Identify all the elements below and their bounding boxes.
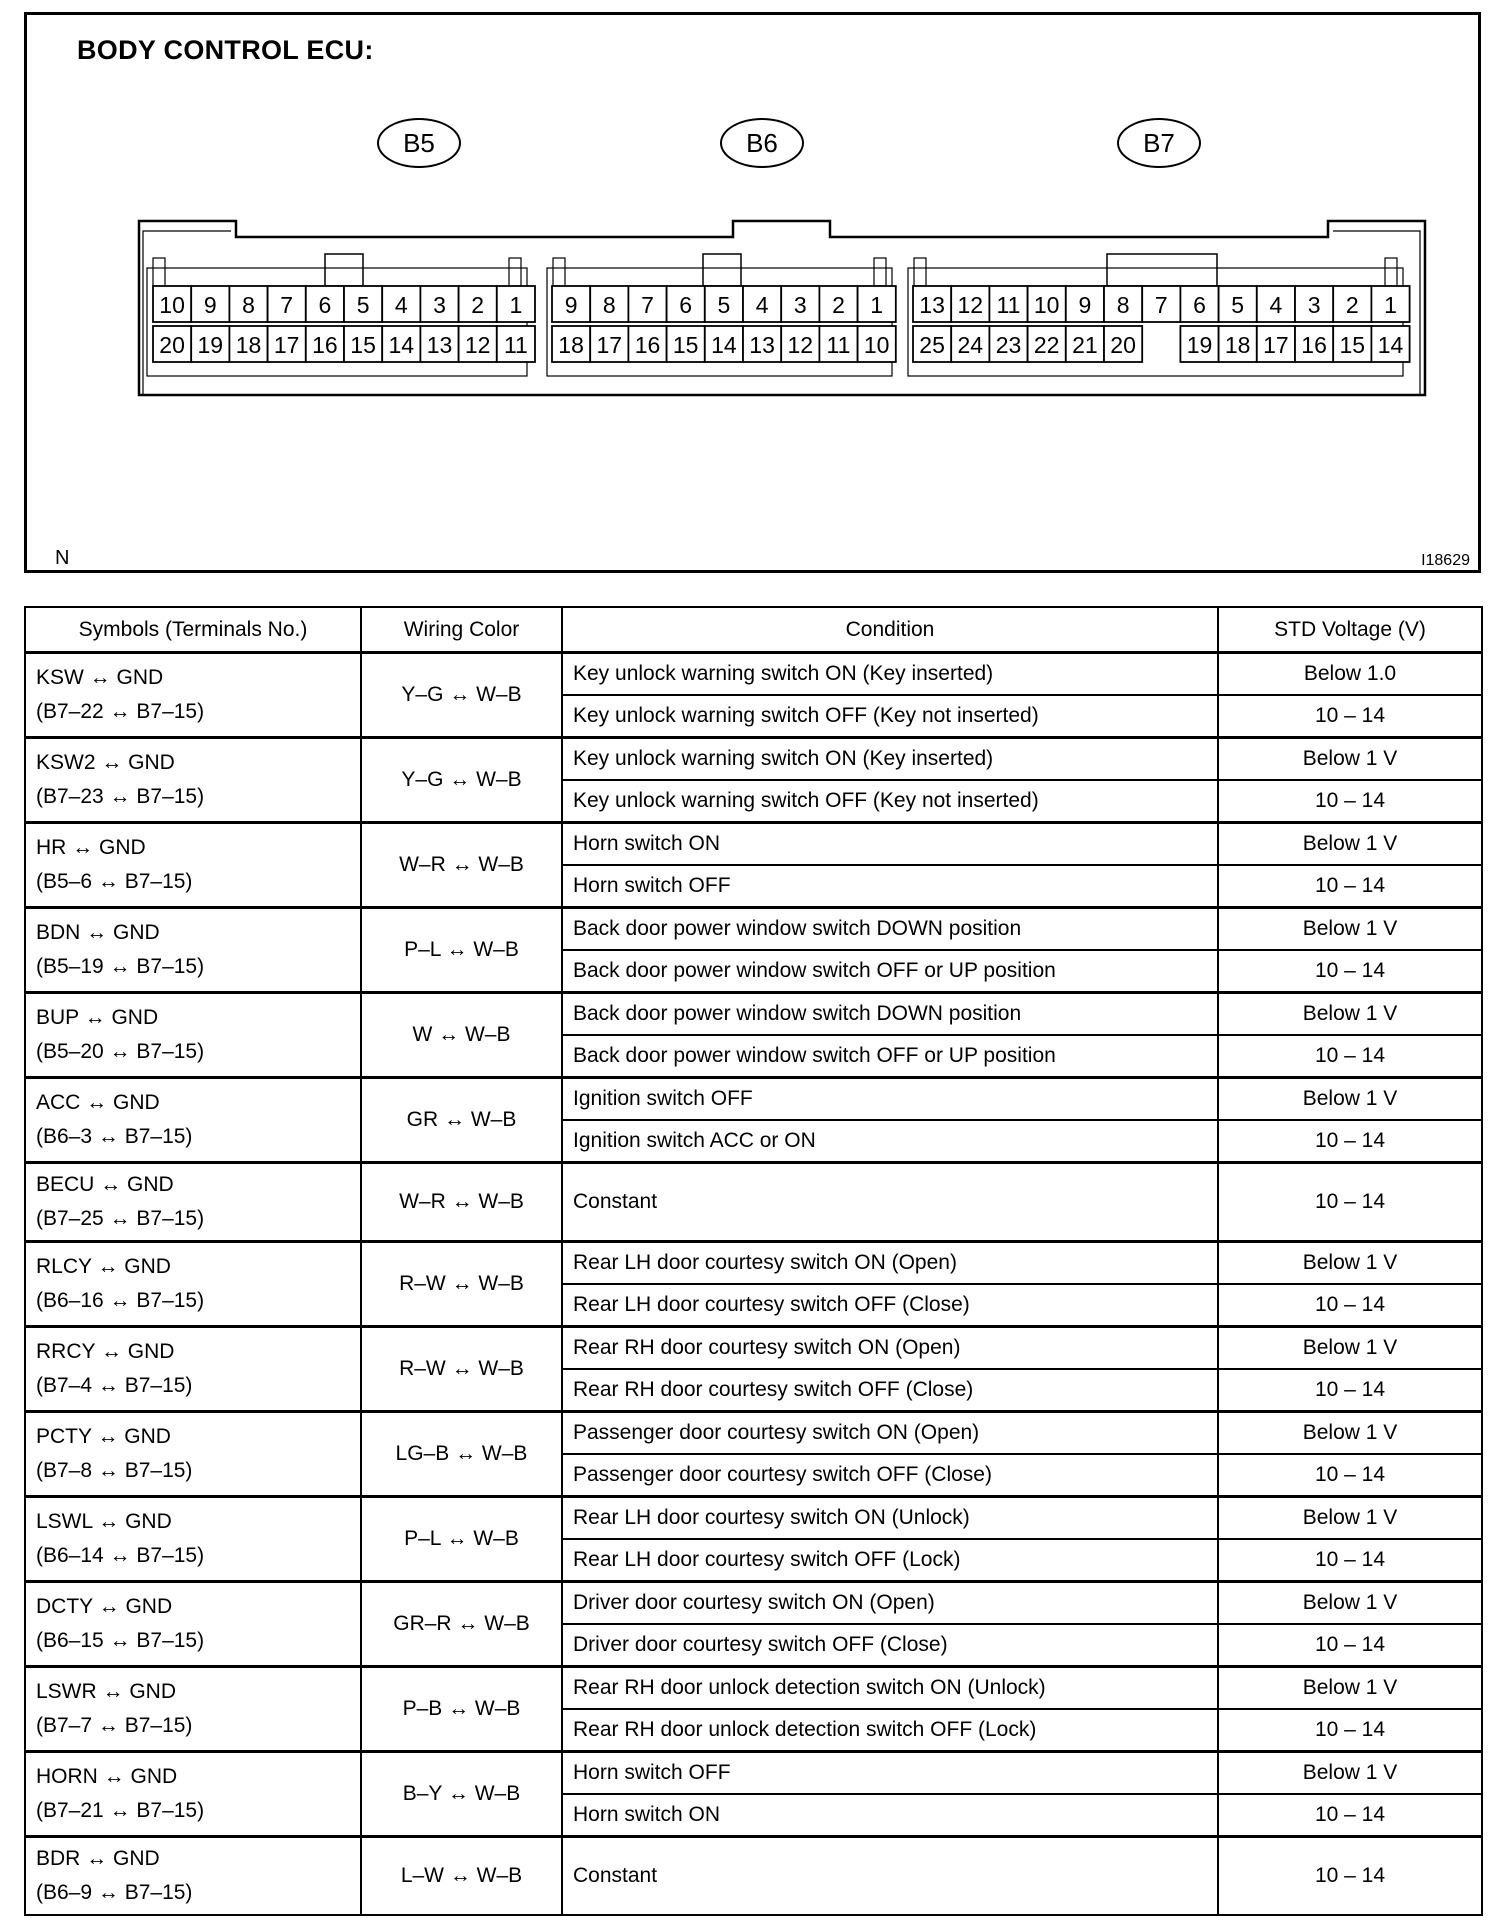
connector-b7-face bbox=[908, 254, 1410, 376]
std-voltage-cell: 10 – 14 bbox=[1218, 780, 1482, 823]
table-row bbox=[25, 1242, 1482, 1285]
terminal-number: 8 bbox=[602, 292, 616, 318]
condition-cell: Rear LH door courtesy switch OFF (Lock) bbox=[562, 1539, 1218, 1582]
terminal-number: 15 bbox=[672, 332, 699, 358]
terminal-number: 5 bbox=[1231, 292, 1245, 318]
terminal-number: 20 bbox=[1110, 332, 1136, 358]
terminal-number: 19 bbox=[1186, 332, 1213, 358]
symbol-name: RRCY ↔ GND bbox=[36, 1340, 175, 1363]
terminal-number: 7 bbox=[280, 292, 294, 318]
table-row bbox=[25, 653, 1482, 696]
terminal-number: 23 bbox=[995, 332, 1022, 358]
table-row bbox=[25, 1837, 1482, 1916]
std-voltage-cell: 10 – 14 bbox=[1218, 695, 1482, 738]
symbol-cell bbox=[25, 1327, 361, 1412]
std-voltage-cell: 10 – 14 bbox=[1218, 1120, 1482, 1163]
std-voltage-cell: 10 – 14 bbox=[1218, 1794, 1482, 1837]
std-voltage-cell: 10 – 14 bbox=[1218, 1624, 1482, 1667]
terminal-number: 3 bbox=[1307, 292, 1321, 318]
symbol-cell bbox=[25, 1752, 361, 1837]
table-row bbox=[25, 1667, 1482, 1710]
table-body bbox=[25, 653, 1482, 1916]
std-voltage-cell: Below 1 V bbox=[1218, 1667, 1482, 1710]
terminal-number: 1 bbox=[870, 292, 884, 318]
connector-latch bbox=[874, 258, 886, 286]
terminal-number: 18 bbox=[235, 332, 262, 358]
symbol-name: BDN ↔ GND bbox=[36, 921, 160, 944]
std-voltage-cell: 10 – 14 bbox=[1218, 1163, 1482, 1242]
condition-cell: Passenger door courtesy switch ON (Open) bbox=[562, 1412, 1218, 1455]
symbol-cell bbox=[25, 1163, 361, 1242]
terminal-number: 16 bbox=[312, 332, 338, 358]
terminal-numbers: (B5–6 ↔ B7–15) bbox=[36, 870, 193, 893]
wiring-color-cell: B–Y ↔ W–B bbox=[361, 1752, 562, 1837]
wiring-color-cell: R–W ↔ W–B bbox=[361, 1242, 562, 1327]
terminal-number: 11 bbox=[996, 292, 1021, 318]
terminal-number: 3 bbox=[793, 292, 807, 318]
std-voltage-cell: Below 1 V bbox=[1218, 1242, 1482, 1285]
condition-cell: Passenger door courtesy switch OFF (Close) bbox=[562, 1454, 1218, 1497]
terminal-number: 6 bbox=[318, 292, 332, 318]
symbol-name: KSW ↔ GND bbox=[36, 666, 164, 689]
terminal-number: 15 bbox=[1339, 332, 1366, 358]
header-std-voltage: STD Voltage (V) bbox=[1218, 607, 1482, 653]
connector-label-b7: B7 bbox=[1117, 118, 1201, 168]
terminal-number: 3 bbox=[433, 292, 446, 318]
terminal-number: 17 bbox=[1263, 332, 1289, 358]
std-voltage-cell: Below 1 V bbox=[1218, 738, 1482, 781]
corner-mark: N bbox=[55, 547, 70, 569]
std-voltage-cell: 10 – 14 bbox=[1218, 1454, 1482, 1497]
table-row bbox=[25, 1163, 1482, 1242]
std-voltage-cell: Below 1 V bbox=[1218, 993, 1482, 1036]
table-row bbox=[25, 1412, 1482, 1455]
std-voltage-cell: Below 1 V bbox=[1218, 1078, 1482, 1121]
terminal-number: 16 bbox=[1301, 332, 1327, 358]
symbol-cell bbox=[25, 738, 361, 823]
symbol-name: BUP ↔ GND bbox=[36, 1006, 159, 1029]
terminal-number: 15 bbox=[350, 332, 376, 358]
condition-cell: Key unlock warning switch ON (Key inserted) bbox=[562, 653, 1218, 696]
terminal-number: 9 bbox=[1078, 292, 1092, 318]
connector-latch bbox=[153, 258, 165, 286]
condition-cell: Horn switch ON bbox=[562, 1794, 1218, 1837]
symbol-cell bbox=[25, 1412, 361, 1497]
header-symbols: Symbols (Terminals No.) bbox=[25, 607, 361, 653]
symbol-name: LSWL ↔ GND bbox=[36, 1510, 172, 1533]
terminal-number: 13 bbox=[919, 292, 945, 318]
std-voltage-cell: Below 1.0 bbox=[1218, 653, 1482, 696]
table-header-row bbox=[25, 607, 1482, 653]
symbol-cell bbox=[25, 653, 361, 738]
condition-cell: Rear LH door courtesy switch ON (Open) bbox=[562, 1242, 1218, 1285]
table-row bbox=[25, 1582, 1482, 1625]
wiring-color-cell: Y–G ↔ W–B bbox=[361, 653, 562, 738]
connector-b5-face bbox=[147, 254, 535, 376]
table-row bbox=[25, 1327, 1482, 1370]
connector-key bbox=[325, 254, 363, 286]
terminal-number: 10 bbox=[1033, 292, 1060, 318]
wiring-color-cell: GR ↔ W–B bbox=[361, 1078, 562, 1163]
std-voltage-cell: 10 – 14 bbox=[1218, 1539, 1482, 1582]
terminal-numbers: (B6–16 ↔ B7–15) bbox=[36, 1289, 205, 1312]
connector-latch bbox=[509, 258, 521, 286]
header-condition: Condition bbox=[562, 607, 1218, 653]
terminal-number: 9 bbox=[564, 292, 578, 318]
voltage-spec-table bbox=[24, 606, 1483, 1916]
symbol-cell bbox=[25, 1582, 361, 1667]
symbol-name: PCTY ↔ GND bbox=[36, 1425, 171, 1448]
terminal-numbers: (B6–3 ↔ B7–15) bbox=[36, 1125, 193, 1148]
wiring-color-cell: Y–G ↔ W–B bbox=[361, 738, 562, 823]
condition-cell: Rear RH door unlock detection switch OFF (Lock) bbox=[562, 1709, 1218, 1752]
std-voltage-cell: Below 1 V bbox=[1218, 1497, 1482, 1540]
terminal-number: 11 bbox=[503, 332, 528, 358]
condition-cell: Key unlock warning switch ON (Key inserted) bbox=[562, 738, 1218, 781]
ecu-connector-housing bbox=[137, 219, 1427, 399]
symbol-name: ACC ↔ GND bbox=[36, 1091, 160, 1114]
table-row bbox=[25, 1752, 1482, 1795]
terminal-number: 8 bbox=[1116, 292, 1130, 318]
terminal-number: 20 bbox=[159, 332, 185, 358]
symbol-name: KSW2 ↔ GND bbox=[36, 751, 175, 774]
table-row bbox=[25, 823, 1482, 866]
connector-b6-face bbox=[547, 254, 896, 376]
std-voltage-cell: 10 – 14 bbox=[1218, 1035, 1482, 1078]
symbol-name: RLCY ↔ GND bbox=[36, 1255, 171, 1278]
terminal-number: 13 bbox=[749, 332, 775, 358]
terminal-number: 14 bbox=[1377, 332, 1404, 358]
wiring-color-cell: R–W ↔ W–B bbox=[361, 1327, 562, 1412]
terminal-number: 1 bbox=[1384, 292, 1397, 318]
wiring-color-cell: L–W ↔ W–B bbox=[361, 1837, 562, 1916]
connector-housing-drawing bbox=[137, 219, 1427, 399]
terminal-number: 14 bbox=[711, 332, 737, 358]
symbol-cell bbox=[25, 1242, 361, 1327]
symbol-cell bbox=[25, 823, 361, 908]
symbol-name: LSWR ↔ GND bbox=[36, 1680, 177, 1703]
symbol-cell bbox=[25, 908, 361, 993]
condition-cell: Back door power window switch DOWN position bbox=[562, 908, 1218, 951]
condition-cell: Back door power window switch OFF or UP position bbox=[562, 1035, 1218, 1078]
terminal-number: 12 bbox=[464, 332, 491, 358]
diagram-title: BODY CONTROL ECU: bbox=[77, 35, 374, 65]
terminal-number: 22 bbox=[1033, 332, 1060, 358]
condition-cell: Key unlock warning switch OFF (Key not inserted) bbox=[562, 780, 1218, 823]
terminal-numbers: (B5–19 ↔ B7–15) bbox=[36, 955, 205, 978]
symbol-name: HR ↔ GND bbox=[36, 836, 146, 859]
symbol-name: BECU ↔ GND bbox=[36, 1173, 174, 1196]
std-voltage-cell: Below 1 V bbox=[1218, 1752, 1482, 1795]
terminal-number: 4 bbox=[394, 292, 408, 318]
terminal-numbers: (B7–21 ↔ B7–15) bbox=[36, 1799, 205, 1822]
condition-cell: Horn switch OFF bbox=[562, 865, 1218, 908]
terminal-number: 12 bbox=[787, 332, 814, 358]
condition-cell: Rear RH door courtesy switch OFF (Close) bbox=[562, 1369, 1218, 1412]
connector-key bbox=[1107, 254, 1217, 286]
connector-latch bbox=[553, 258, 565, 286]
wiring-color-cell: W–R ↔ W–B bbox=[361, 823, 562, 908]
terminal-number: 16 bbox=[634, 332, 661, 358]
condition-cell: Ignition switch ACC or ON bbox=[562, 1120, 1218, 1163]
table-row bbox=[25, 908, 1482, 951]
terminal-numbers: (B7–23 ↔ B7–15) bbox=[36, 785, 205, 808]
terminal-number: 5 bbox=[717, 292, 731, 318]
std-voltage-cell: 10 – 14 bbox=[1218, 1284, 1482, 1327]
symbol-cell bbox=[25, 1497, 361, 1582]
condition-cell: Driver door courtesy switch OFF (Close) bbox=[562, 1624, 1218, 1667]
symbol-cell bbox=[25, 993, 361, 1078]
std-voltage-cell: Below 1 V bbox=[1218, 1412, 1482, 1455]
table-row bbox=[25, 993, 1482, 1036]
wiring-color-cell: GR–R ↔ W–B bbox=[361, 1582, 562, 1667]
terminal-number: 10 bbox=[159, 292, 185, 318]
terminal-number: 11 bbox=[826, 332, 851, 358]
connector-latch bbox=[914, 258, 926, 286]
connector-key bbox=[703, 254, 741, 286]
terminal-numbers: (B7–25 ↔ B7–15) bbox=[36, 1207, 205, 1230]
terminal-number: 2 bbox=[832, 292, 845, 318]
terminal-number: 18 bbox=[558, 332, 584, 358]
condition-cell: Horn switch OFF bbox=[562, 1752, 1218, 1795]
terminal-number: 10 bbox=[863, 332, 890, 358]
symbol-cell bbox=[25, 1667, 361, 1752]
condition-cell: Rear LH door courtesy switch OFF (Close) bbox=[562, 1284, 1218, 1327]
terminal-number: 12 bbox=[957, 292, 984, 318]
terminal-number: 5 bbox=[356, 292, 370, 318]
wiring-color-cell: P–L ↔ W–B bbox=[361, 908, 562, 993]
std-voltage-cell: Below 1 V bbox=[1218, 908, 1482, 951]
terminal-number: 7 bbox=[1154, 292, 1168, 318]
condition-cell: Ignition switch OFF bbox=[562, 1078, 1218, 1121]
terminal-number: 13 bbox=[426, 332, 453, 358]
std-voltage-cell: Below 1 V bbox=[1218, 823, 1482, 866]
connector-diagram bbox=[24, 12, 1481, 573]
terminal-numbers: (B5–20 ↔ B7–15) bbox=[36, 1040, 205, 1063]
std-voltage-cell: Below 1 V bbox=[1218, 1327, 1482, 1370]
terminal-number: 17 bbox=[596, 332, 623, 358]
std-voltage-cell: 10 – 14 bbox=[1218, 1369, 1482, 1412]
std-voltage-cell: Below 1 V bbox=[1218, 1582, 1482, 1625]
symbol-name: HORN ↔ GND bbox=[36, 1765, 178, 1788]
std-voltage-cell: 10 – 14 bbox=[1218, 950, 1482, 993]
terminal-number: 19 bbox=[197, 332, 224, 358]
terminal-number: 4 bbox=[1269, 292, 1283, 318]
terminal-number: 18 bbox=[1224, 332, 1251, 358]
terminal-number: 14 bbox=[388, 332, 415, 358]
std-voltage-cell: 10 – 14 bbox=[1218, 1709, 1482, 1752]
connector-latch bbox=[1385, 258, 1397, 286]
terminal-numbers: (B6–9 ↔ B7–15) bbox=[36, 1881, 193, 1904]
terminal-number: 1 bbox=[509, 292, 523, 318]
terminal-numbers: (B6–15 ↔ B7–15) bbox=[36, 1629, 205, 1652]
condition-cell: Rear RH door unlock detection switch ON (Unlock) bbox=[562, 1667, 1218, 1710]
terminal-number: 6 bbox=[679, 292, 693, 318]
condition-cell: Horn switch ON bbox=[562, 823, 1218, 866]
wiring-color-cell: W ↔ W–B bbox=[361, 993, 562, 1078]
connector-label-b5: B5 bbox=[377, 118, 461, 168]
symbol-name: DCTY ↔ GND bbox=[36, 1595, 173, 1618]
wiring-color-cell: LG–B ↔ W–B bbox=[361, 1412, 562, 1497]
terminal-numbers: (B7–4 ↔ B7–15) bbox=[36, 1374, 193, 1397]
condition-cell: Key unlock warning switch OFF (Key not inserted) bbox=[562, 695, 1218, 738]
wiring-color-cell: W–R ↔ W–B bbox=[361, 1163, 562, 1242]
terminal-number: 2 bbox=[1345, 292, 1359, 318]
terminal-number: 4 bbox=[755, 292, 769, 318]
terminal-numbers: (B7–7 ↔ B7–15) bbox=[36, 1714, 193, 1737]
terminal-number: 2 bbox=[471, 292, 485, 318]
header-wiring-color: Wiring Color bbox=[361, 607, 562, 653]
wiring-color-cell: P–B ↔ W–B bbox=[361, 1667, 562, 1752]
terminal-number: 25 bbox=[919, 332, 945, 358]
terminal-numbers: (B6–14 ↔ B7–15) bbox=[36, 1544, 205, 1567]
condition-cell: Constant bbox=[562, 1837, 1218, 1916]
connector-label-b6: B6 bbox=[720, 118, 804, 168]
std-voltage-cell: 10 – 14 bbox=[1218, 865, 1482, 908]
terminal-number: 21 bbox=[1072, 332, 1098, 358]
terminal-number: 6 bbox=[1193, 292, 1206, 318]
terminal-number: 7 bbox=[641, 292, 654, 318]
symbol-cell bbox=[25, 1078, 361, 1163]
figure-id: I18629 bbox=[1421, 552, 1470, 569]
terminal-numbers: (B7–22 ↔ B7–15) bbox=[36, 700, 205, 723]
table-row bbox=[25, 738, 1482, 781]
terminal-numbers: (B7–8 ↔ B7–15) bbox=[36, 1459, 193, 1482]
condition-cell: Back door power window switch OFF or UP position bbox=[562, 950, 1218, 993]
terminal-number: 9 bbox=[203, 292, 217, 318]
std-voltage-cell: 10 – 14 bbox=[1218, 1837, 1482, 1916]
condition-cell: Constant bbox=[562, 1163, 1218, 1242]
condition-cell: Rear RH door courtesy switch ON (Open) bbox=[562, 1327, 1218, 1370]
terminal-number: 24 bbox=[957, 332, 984, 358]
condition-cell: Driver door courtesy switch ON (Open) bbox=[562, 1582, 1218, 1625]
symbol-name: BDR ↔ GND bbox=[36, 1847, 160, 1870]
condition-cell: Rear LH door courtesy switch ON (Unlock) bbox=[562, 1497, 1218, 1540]
table-row bbox=[25, 1078, 1482, 1121]
table-row bbox=[25, 1497, 1482, 1540]
terminal-number: 8 bbox=[242, 292, 255, 318]
condition-cell: Back door power window switch DOWN position bbox=[562, 993, 1218, 1036]
wiring-color-cell: P–L ↔ W–B bbox=[361, 1497, 562, 1582]
symbol-cell bbox=[25, 1837, 361, 1916]
terminal-number: 17 bbox=[273, 332, 300, 358]
